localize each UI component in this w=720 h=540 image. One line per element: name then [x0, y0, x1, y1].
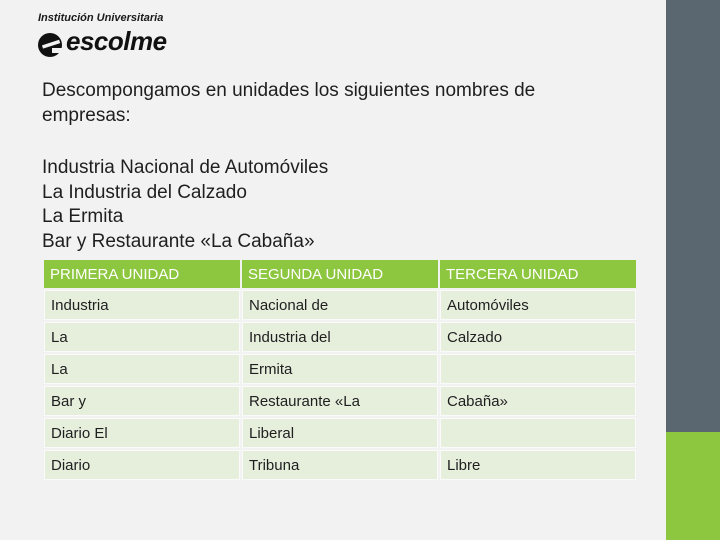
table-row — [44, 418, 636, 448]
table-header-row — [44, 260, 636, 288]
table-cell: Libre — [440, 450, 636, 480]
company-name: Industria Nacional de Automóviles — [42, 157, 329, 178]
units-table — [42, 258, 638, 482]
company-names-list — [42, 156, 622, 254]
table-cell: Restaurante «La — [242, 386, 438, 416]
sidebar-gray-band — [666, 0, 720, 432]
table-row — [44, 354, 636, 384]
table-cell — [440, 418, 636, 448]
table-cell: Bar y — [44, 386, 240, 416]
escolme-e-icon — [36, 30, 66, 60]
table-cell: Liberal — [242, 418, 438, 448]
table-row — [44, 450, 636, 480]
company-name: La Ermita — [42, 206, 124, 227]
header-primera-unidad: PRIMERA UNIDAD — [44, 260, 240, 288]
sidebar-green-band — [666, 432, 720, 540]
table-row — [44, 290, 636, 320]
table-cell: Diario — [44, 450, 240, 480]
logo-institution-text: Institución Universitaria — [38, 12, 164, 24]
table-cell: Tribuna — [242, 450, 438, 480]
table-cell: Cabaña» — [440, 386, 636, 416]
intro-text: Descompongamos en unidades los siguientes nombres de empresas: — [42, 80, 536, 126]
escolme-logo — [36, 10, 196, 62]
table-cell: Industria — [44, 290, 240, 320]
table-cell: Ermita — [242, 354, 438, 384]
header-tercera-unidad: TERCERA UNIDAD — [440, 260, 636, 288]
header-segunda-unidad: SEGUNDA UNIDAD — [242, 260, 438, 288]
logo-brand-text: escolme — [66, 26, 167, 56]
table-cell: Nacional de — [242, 290, 438, 320]
table-cell: La — [44, 354, 240, 384]
table-cell: Diario El — [44, 418, 240, 448]
table-cell — [440, 354, 636, 384]
table-row — [44, 322, 636, 352]
table-cell: Industria del — [242, 322, 438, 352]
table-cell: Calzado — [440, 322, 636, 352]
table-cell: La — [44, 322, 240, 352]
table-cell: Automóviles — [440, 290, 636, 320]
table-row — [44, 386, 636, 416]
company-name: La Industria del Calzado — [42, 181, 247, 203]
company-name: Bar y Restaurante «La Cabaña» — [42, 230, 315, 252]
